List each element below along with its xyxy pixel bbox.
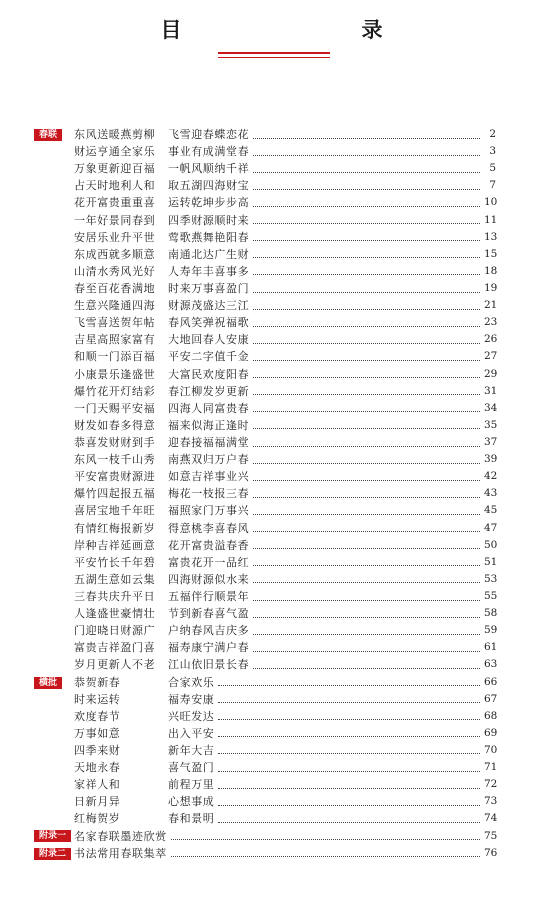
toc-entry[interactable]: [34, 691, 496, 708]
entry-title-second: 节到新春喜气盈: [168, 607, 250, 621]
entry-title-first: 一门天赐平安福: [74, 401, 156, 415]
page-number: 74: [484, 812, 498, 825]
entry-title-second: 时来万事喜盈门: [168, 282, 250, 296]
entry-title-first: 万事如意: [74, 726, 121, 740]
entry-title-second: 富贵花开一品红: [168, 555, 250, 569]
toc-entry[interactable]: [34, 194, 496, 211]
dot-leader: [253, 376, 480, 378]
dot-leader: [253, 222, 480, 224]
entry-title-second: 财源茂盛达三江: [168, 299, 250, 313]
toc-entry[interactable]: [34, 742, 496, 759]
dot-leader: [218, 770, 480, 772]
entry-title-first: 欢度春节: [74, 709, 121, 723]
entry-title-first: 财发如春多得意: [74, 418, 156, 432]
toc-entry[interactable]: [34, 708, 496, 725]
entry-title-first: 平安竹长千年碧: [74, 555, 156, 569]
page-number: 76: [484, 846, 498, 859]
dot-leader: [253, 325, 480, 327]
entry-title-second: 大地回春人安康: [168, 333, 250, 347]
dot-leader: [253, 427, 480, 429]
entry-title-second: 四季财源顺时来: [168, 213, 250, 227]
page-number: 34: [484, 401, 498, 414]
entry-title-first: 门迎晓日财源广: [74, 624, 156, 638]
entry-title-second: 迎春接福福满堂: [168, 436, 250, 450]
entry-title-second: 前程万里: [168, 778, 215, 792]
entry-title-second: 兴旺发达: [168, 709, 215, 723]
entry-title-second: 如意吉祥事业兴: [168, 470, 250, 484]
section-tag: 春联: [34, 129, 62, 141]
entry-title-second: 运转乾坤步步高: [168, 196, 250, 210]
toc-entry[interactable]: [34, 434, 496, 451]
page-number: 55: [484, 590, 498, 602]
toc-section: [34, 126, 496, 674]
toc-entry[interactable]: [34, 451, 496, 468]
entry-title-first: 万象更新迎百福: [74, 162, 156, 176]
entry-title-second: 喜气盈门: [168, 761, 215, 775]
entry-title-first: 爆竹花开灯结彩: [74, 384, 156, 398]
toc-entry[interactable]: [34, 827, 496, 844]
entry-title-second: 福寿康宁满户春: [168, 641, 250, 655]
toc-entry[interactable]: [34, 605, 496, 622]
dot-leader: [253, 633, 480, 635]
entry-title-second: 飞雪迎春蝶恋花: [168, 128, 250, 142]
dot-leader: [218, 735, 480, 737]
entry-title-first: 生意兴隆通四海: [74, 299, 156, 313]
page-number: 29: [484, 367, 498, 380]
entry-title-second: 南燕双归万户春: [168, 453, 250, 467]
entry-title-second: 平安二字值千金: [168, 350, 250, 364]
dot-leader: [218, 701, 480, 703]
entry-title-second: 得意桃李喜春风: [168, 521, 250, 535]
page-number: 50: [484, 538, 498, 551]
entry-title-first: 春至百花香满地: [74, 282, 156, 296]
dot-leader: [253, 291, 480, 293]
page-number: 37: [484, 436, 498, 449]
entry-title-first: 爆竹四起报五福: [74, 487, 156, 501]
entry-title-second: 人寿年丰喜事多: [168, 264, 250, 278]
toc-entry[interactable]: [34, 776, 496, 793]
page-number: 3: [489, 145, 496, 158]
dot-leader: [253, 308, 480, 310]
toc-entry[interactable]: [34, 297, 496, 314]
entry-title-second: 福来似海正逢时: [168, 418, 250, 432]
toc-entry[interactable]: [34, 366, 496, 383]
toc-entry[interactable]: [34, 725, 496, 742]
entry-title-first: 书法常用春联集萃: [74, 846, 167, 860]
dot-leader: [253, 599, 480, 601]
page-number: 18: [484, 264, 498, 277]
page-number: 71: [484, 761, 498, 774]
toc-entry[interactable]: [34, 485, 496, 502]
entry-title-second: 取五湖四海财宝: [168, 179, 250, 193]
entry-title-second: 花开富贵溢春香: [168, 538, 250, 552]
entry-title-first: 喜居宝地千年旺: [74, 504, 156, 518]
entry-title-second: 出入平安: [168, 726, 215, 740]
toc-entry[interactable]: [34, 845, 496, 862]
toc-entry[interactable]: [34, 537, 496, 554]
page-number: 66: [484, 675, 498, 688]
toc-entry[interactable]: [34, 810, 496, 827]
toc-entry[interactable]: [34, 348, 496, 365]
dot-leader: [253, 530, 480, 532]
entry-title-first: 名家春联墨迹欣赏: [74, 829, 167, 843]
dot-leader: [253, 273, 480, 275]
entry-title-first: 三春共庆升平日: [74, 590, 156, 603]
entry-title-second: 梅花一枝报三春: [168, 487, 250, 501]
toc-entry[interactable]: [34, 400, 496, 417]
entry-title-second: 四海人同富贵春: [168, 401, 250, 415]
entry-title-first: 东成西就多顺意: [74, 247, 156, 261]
entry-title-second: 四海财源似水来: [168, 572, 250, 586]
toc-entry[interactable]: [34, 143, 496, 160]
dot-leader: [253, 547, 480, 549]
entry-title-first: 一年好景同春到: [74, 213, 156, 227]
entry-title-first: 和顺一门添百福: [74, 350, 156, 364]
dot-leader: [253, 256, 480, 258]
entry-title-second: 五福伴行顺景年: [168, 590, 250, 603]
entry-title-first: 红梅贺岁: [74, 812, 121, 826]
page-number: 59: [484, 624, 498, 637]
dot-leader: [218, 718, 480, 720]
entry-title-first: 财运亨通全家乐: [74, 145, 156, 159]
dot-leader: [253, 154, 480, 156]
title-underline-thick: [218, 52, 330, 54]
entry-title-first: 吉星高照家富有: [74, 333, 156, 347]
dot-leader: [253, 564, 480, 566]
entry-title-second: 事业有成满堂春: [168, 145, 250, 159]
dot-leader: [253, 239, 480, 241]
toc-entry[interactable]: [34, 468, 496, 485]
page-number: 15: [484, 247, 498, 260]
entry-title-first: 安居乐业升平世: [74, 230, 156, 244]
toc-entry[interactable]: [34, 656, 496, 673]
toc-entry[interactable]: [34, 177, 496, 194]
toc-entry[interactable]: [34, 622, 496, 639]
toc-entry[interactable]: [34, 674, 496, 691]
toc-entry[interactable]: [34, 520, 496, 537]
toc-section: [34, 827, 496, 844]
section-tag: 附录二: [34, 848, 71, 860]
page-number: 23: [484, 316, 498, 329]
dot-leader: [253, 496, 480, 498]
entry-title-second: 户纳春风吉庆多: [168, 624, 250, 638]
page-number: 39: [484, 453, 498, 466]
page-number: 67: [484, 692, 498, 705]
page-number: 51: [484, 555, 498, 568]
page-number: 2: [489, 128, 496, 141]
title-area: [0, 14, 543, 44]
dot-leader: [253, 410, 480, 412]
entry-title-first: 富贵吉祥盈门喜: [74, 641, 156, 655]
page-number: 53: [484, 572, 498, 585]
entry-title-second: 春和景明: [168, 812, 215, 826]
dot-leader: [253, 445, 480, 447]
toc-entry[interactable]: [34, 126, 496, 143]
dot-leader: [253, 462, 480, 464]
page-number: 10: [484, 196, 498, 209]
entry-title-second: 心想事成: [168, 795, 215, 809]
dot-leader: [253, 188, 480, 190]
entry-title-first: 占天时地利人和: [74, 179, 156, 193]
toc-entry[interactable]: [34, 314, 496, 331]
dot-leader: [253, 205, 480, 207]
toc-entry[interactable]: [34, 331, 496, 348]
entry-title-first: 恭喜发财财到手: [74, 436, 156, 450]
dot-leader: [171, 855, 480, 857]
toc-entry[interactable]: [34, 571, 496, 588]
entry-title-first: 飞雪喜送贺年帖: [74, 316, 156, 330]
entry-title-second: 南通北达广生财: [168, 247, 250, 261]
toc-entry[interactable]: [34, 383, 496, 400]
entry-title-first: 东风送暖燕剪柳: [74, 128, 156, 142]
dot-leader: [253, 667, 480, 669]
entry-title-first: 岸种吉祥延画意: [74, 538, 156, 552]
page-number: 63: [484, 658, 498, 671]
toc-entry[interactable]: [34, 759, 496, 776]
entry-title-first: 平安富贵财源进: [74, 470, 156, 484]
section-tag: 横批: [34, 677, 62, 689]
page-number: 70: [484, 743, 498, 756]
entry-title-first: 日新月异: [74, 795, 121, 809]
toc-section: [34, 845, 496, 862]
entry-title-second: 春江柳发岁更新: [168, 384, 250, 398]
page-number: 31: [484, 384, 498, 397]
entry-title-first: 人逢盛世豪情壮: [74, 607, 156, 621]
entry-title-second: 江山依旧景长春: [168, 658, 250, 672]
dot-leader: [253, 650, 480, 652]
page-number: 45: [484, 504, 498, 517]
dot-leader: [253, 359, 480, 361]
entry-title-first: 恭贺新春: [74, 675, 121, 689]
toc-entry[interactable]: [34, 246, 496, 263]
page-number: 72: [484, 778, 498, 791]
dot-leader: [218, 684, 480, 686]
toc-entry[interactable]: [34, 212, 496, 229]
toc-entry[interactable]: [34, 160, 496, 177]
entry-title-first: 时来运转: [74, 692, 121, 706]
dot-leader: [218, 787, 480, 789]
dot-leader: [218, 821, 480, 823]
entry-title-first: 家祥人和: [74, 778, 121, 792]
section-tag: 附录一: [34, 830, 71, 842]
entry-title-first: 四季来财: [74, 743, 121, 757]
page-number: 13: [484, 230, 498, 243]
page-number: 58: [484, 607, 498, 620]
page-number: 35: [484, 418, 498, 431]
entry-title-first: 有情红梅报新岁: [74, 521, 156, 535]
page-number: 11: [484, 213, 498, 226]
entry-title-second: 一帆风顺纳千祥: [168, 162, 250, 176]
dot-leader: [253, 513, 480, 515]
toc-entry[interactable]: [34, 280, 496, 297]
entry-title-second: 新年大吉: [168, 743, 215, 757]
page-title: 目 录: [160, 18, 429, 42]
dot-leader: [253, 342, 480, 344]
page-number: 68: [484, 709, 498, 722]
entry-title-first: 五湖生意如云集: [74, 572, 156, 586]
page-number: 73: [484, 795, 498, 808]
entry-title-first: 山清水秀风光好: [74, 264, 156, 278]
dot-leader: [171, 838, 480, 840]
toc-entry[interactable]: [34, 417, 496, 434]
entry-title-second: 合家欢乐: [168, 675, 215, 689]
toc-entry[interactable]: [34, 263, 496, 280]
dot-leader: [218, 752, 480, 754]
toc-section: [34, 674, 496, 828]
entry-title-second: 大富民欢度阳春: [168, 367, 250, 381]
toc-entry[interactable]: [34, 554, 496, 571]
page-number: 42: [484, 470, 498, 483]
page-number: 7: [489, 179, 496, 192]
page-number: 21: [484, 299, 498, 312]
entry-title-first: 岁月更新人不老: [74, 658, 156, 672]
page-number: 75: [484, 829, 498, 842]
toc-entry[interactable]: [34, 793, 496, 810]
entry-title-second: 福照家门万事兴: [168, 504, 250, 518]
page-number: 26: [484, 333, 498, 346]
toc-entry[interactable]: [34, 639, 496, 656]
dot-leader: [218, 804, 480, 806]
dot-leader: [253, 616, 480, 618]
page-number: 61: [484, 641, 498, 654]
page-number: 69: [484, 726, 498, 739]
entry-title-second: 莺歌燕舞艳阳春: [168, 230, 250, 244]
entry-title-first: 小康景乐逢盛世: [74, 367, 156, 381]
page-number: 47: [484, 521, 498, 534]
entry-title-first: 天地永春: [74, 761, 121, 775]
toc-entry[interactable]: [34, 502, 496, 519]
page-number: 27: [484, 350, 498, 363]
title-underline-thin: [218, 57, 330, 58]
dot-leader: [253, 393, 480, 395]
page-number: 5: [489, 162, 496, 175]
dot-leader: [253, 479, 480, 481]
dot-leader: [253, 581, 480, 583]
entry-title-second: 福寿安康: [168, 692, 215, 706]
dot-leader: [253, 171, 480, 173]
toc-entry[interactable]: [34, 588, 496, 605]
entry-title-second: 春风笑弹祝福歌: [168, 316, 250, 330]
toc-entry[interactable]: [34, 229, 496, 246]
entry-title-first: 花开富贵重重喜: [74, 196, 156, 210]
entry-title-first: 东风一枝千山秀: [74, 453, 156, 467]
table-of-contents: [34, 126, 496, 862]
page-number: 19: [484, 282, 498, 295]
dot-leader: [253, 137, 480, 139]
page-number: 43: [484, 487, 498, 500]
